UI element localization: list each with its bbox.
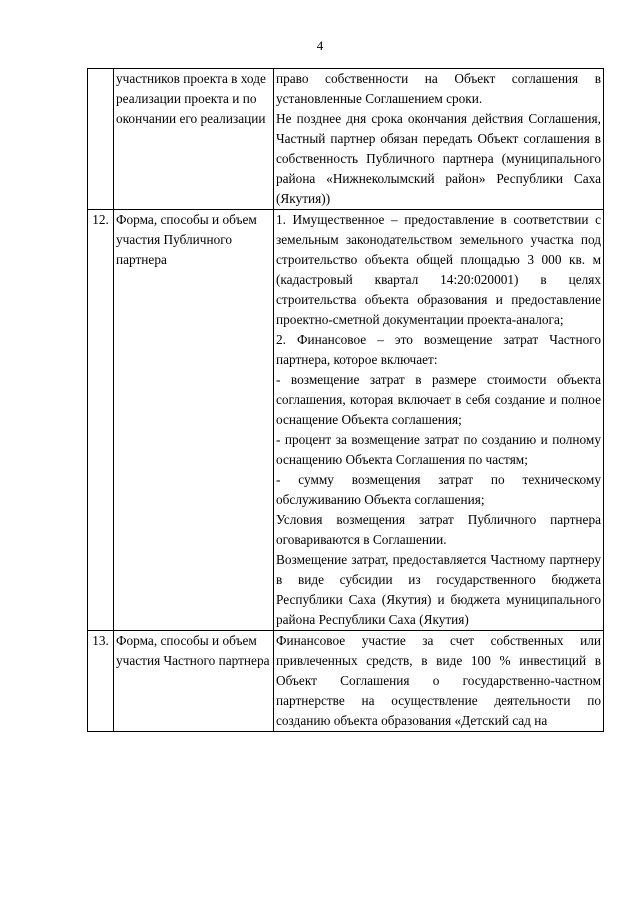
row-label — [114, 631, 274, 732]
row-number: 12. — [88, 210, 114, 631]
content-paragraph: Условия возмещения затрат Публичного партнера оговариваются в Соглашении. — [276, 512, 601, 547]
row-label-text: Форма, способы и объем участия Публичного партнера — [116, 212, 257, 267]
row-content — [274, 631, 604, 732]
table-row — [88, 210, 604, 631]
row-label-text: участников проекта в ходе реализации проекта и по окончании его реализации — [116, 71, 266, 126]
row-label-text: Форма, способы и объем участия Частного партнера — [116, 633, 270, 668]
row-label — [114, 69, 274, 210]
content-paragraph: - сумму возмещения затрат по техническому обслуживанию Объекта соглашения; — [276, 472, 601, 507]
table-row — [88, 631, 604, 732]
table-row — [88, 69, 604, 210]
row-label — [114, 210, 274, 631]
content-paragraph: - возмещение затрат в размере стоимости объекта соглашения, которая включает в себя создание и полное оснащение Объекта соглашения; — [276, 372, 601, 427]
content-paragraph: - процент за возмещение затрат по созданию и полному оснащению Объекта Соглашения по частям; — [276, 432, 601, 467]
page-number: 4 — [316, 38, 324, 53]
content-paragraph: 1. Имущественное – предоставление в соответствии с земельным законодательством земельного участка под строительство объекта общей площадью 3 000 кв. м (кадастровый квартал 14:20:020001) в целях строительства объекта образования и предоставление проектно-сметной документации проекта-аналога; — [276, 212, 601, 327]
document-table — [87, 68, 604, 732]
content-paragraph: Финансовое участие за счет собственных или привлеченных средств, в виде 100 % инвестиций в Объект Соглашения о государственно-частном партнерстве на осуществление деятельности по созданию объекта образования «Детский сад на — [276, 633, 601, 728]
content-paragraph: 2. Финансовое – это возмещение затрат Частного партнера, которое включает: — [276, 332, 601, 367]
row-number: 13. — [88, 631, 114, 732]
row-content — [274, 69, 604, 210]
row-number — [88, 69, 114, 210]
content-paragraph: Не позднее дня срока окончания действия Соглашения, Частный партнер обязан передать Объект соглашения в собственность Публичного партнера (муниципального района «Нижнеколымский район» Республики Саха (Якутия)) — [276, 111, 601, 206]
row-content — [274, 210, 604, 631]
content-paragraph: Возмещение затрат, предоставляется Частному партнеру в виде субсидии из государственного бюджета Республики Саха (Якутия) и бюджета муниципального района Республики Саха (Якутия) — [276, 552, 601, 627]
content-paragraph: право собственности на Объект соглашения в установленные Соглашением сроки. — [276, 71, 601, 106]
